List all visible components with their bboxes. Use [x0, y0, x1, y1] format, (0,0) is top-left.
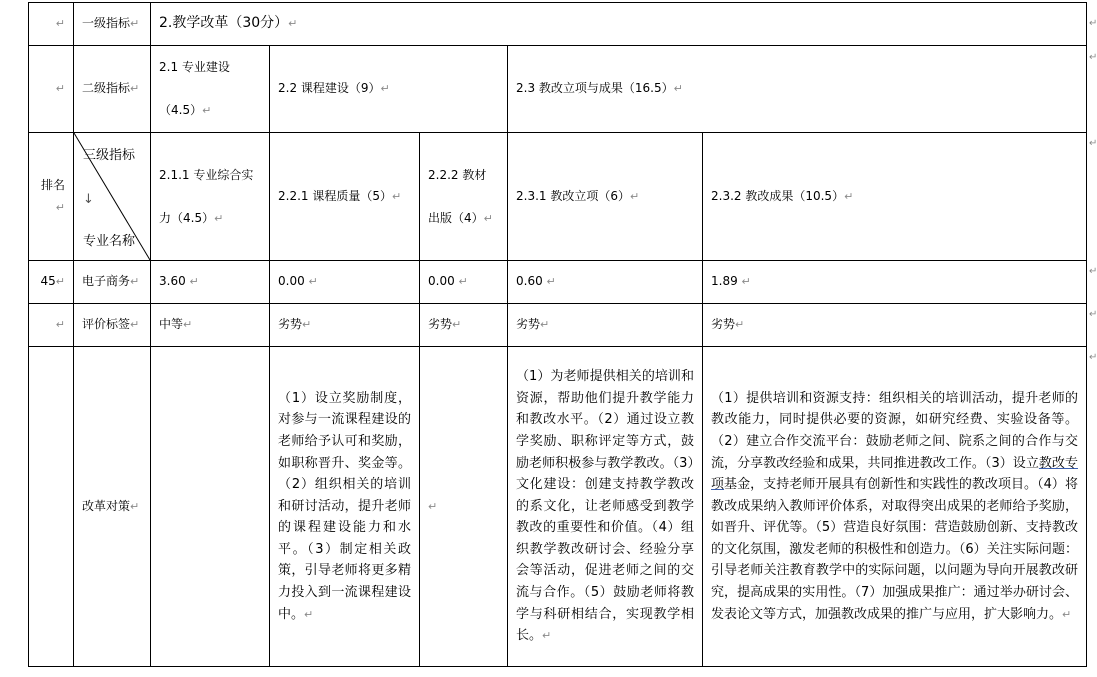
measures-text-project: （1）为老师提供相关的培训和资源，帮助他们提升教学能力和教改水平。（2）通过设立教学奖励、职称评定等方式，鼓励老师积极参与教学教改。（3）文化建设：创建支持教学教改的系文化，让老师感受到教学教改的重要性和价值。（4）组织教学教改研讨会、经验分享会等活动，促进老师之间的交流与合作。（5）鼓励老师将教学与科研相结合，实现教学相长。↵: [516, 369, 694, 644]
row-end-mark: ↵: [1089, 266, 1097, 277]
level2-specialty-line1: 2.1 专业建设: [159, 60, 230, 74]
score-cell-1: 3.60 ↵: [151, 261, 270, 304]
level3-specialty-cell: [151, 133, 270, 261]
corner-top-label: 三级指标: [83, 148, 136, 163]
level3-achievement-cell: 2.3.2 教改成果（10.5）↵: [703, 133, 1087, 261]
level2-label-cell: 二级指标↵: [74, 46, 151, 133]
level2-reform-cell: 2.3 教改立项与成果（16.5）↵: [508, 46, 1087, 133]
row-end-mark: ↵: [1089, 18, 1097, 29]
level3-textbook-line1: 2.2.2 教材: [428, 167, 487, 182]
row-level1: [29, 3, 1087, 46]
tag-cell-4: 劣势↵: [508, 304, 703, 347]
row-end-mark: ↵: [1089, 138, 1097, 149]
level3-course-quality-cell: 2.2.1 课程质量（5）↵: [270, 133, 420, 261]
measures-cell-2: [270, 347, 420, 667]
row-level2: [29, 46, 1087, 133]
level3-textbook-cell: [420, 133, 508, 261]
measures-cell-4: [508, 347, 703, 667]
score-cell-4: 0.60 ↵: [508, 261, 703, 304]
measures-text-achievement: （1）提供培训和资源支持：组织相关的培训活动，提升老师的教改能力，同时提供必要的资源，如研究经费、实验设备等。（2）建立合作交流平台：鼓励老师之间、院系之间的合作与交流，分享教改经验和成果，共同推进教改工作。（3）设立教改专项基金，支持老师开展具有创新性和实践性的教改项目。（4）将教改成果纳入教师评价体系，对取得突出成果的老师给予奖励，如晋升、评优等。（5）营造良好氛围：营造鼓励创新、支持教改的文化氛围，激发老师的积极性和创造力。（6）关注实际问题：引导老师关注教育教学中的实际问题，以问题为导向开展教改研究，提高成果的实用性。（7）加强成果推广：通过举办研讨会、发表论文等方式，加强教改成果的推广与应用，扩大影响力。↵: [711, 390, 1078, 622]
level1-value-cell: 2.教学改革（30分）↵: [151, 3, 1087, 46]
measures-cell-5: [703, 347, 1087, 667]
measures-cell-3: ↵: [420, 347, 508, 667]
score-cell-3: 0.00 ↵: [420, 261, 508, 304]
tag-cell-1: 中等↵: [151, 304, 270, 347]
tag-label-cell: 评价标签↵: [74, 304, 151, 347]
special-fund-link: 教改专项: [711, 455, 1078, 493]
tag-cell-3: 劣势↵: [420, 304, 508, 347]
score-cell-2: 0.00 ↵: [270, 261, 420, 304]
row-end-mark: ↵: [1089, 352, 1097, 363]
row-end-mark: ↵: [1089, 309, 1097, 320]
major-name-cell: 电子商务↵: [74, 261, 151, 304]
rank-cell-empty: ↵: [29, 46, 74, 133]
level1-label-cell: 一级指标↵: [74, 3, 151, 46]
level3-specialty-line2: 力（4.5）↵: [159, 210, 224, 225]
level2-specialty-cell: [151, 46, 270, 133]
rank-cell-empty: ↵: [29, 304, 74, 347]
rank-header-cell: 排名↵: [29, 133, 74, 261]
score-cell-5: 1.89 ↵: [703, 261, 1087, 304]
measures-text-course: （1）设立奖励制度，对参与一流课程建设的老师给予认可和奖励，如职称晋升、奖金等。（2）组织相关的培训和研讨活动，提升老师的课程建设能力和水平。（3）制定相关政策，引导老师将更多精力投入到一流课程建设中。↵: [278, 390, 411, 622]
tag-cell-5: 劣势↵: [703, 304, 1087, 347]
rank-value-cell: 45↵: [29, 261, 74, 304]
row-end-mark: ↵: [1089, 52, 1097, 63]
level3-specialty-line1: 2.1.1 专业综合实: [159, 167, 254, 182]
rank-cell-empty: ↵: [29, 3, 74, 46]
corner-arrow: ↓: [83, 192, 94, 207]
row-reform-measures: [29, 347, 1087, 667]
level3-project-cell: 2.3.1 教改立项（6）↵: [508, 133, 703, 261]
measures-cell-1: [151, 347, 270, 667]
level2-specialty-line2: （4.5）↵: [159, 103, 212, 117]
tag-cell-2: 劣势↵: [270, 304, 420, 347]
diagonal-header-cell: [74, 133, 151, 261]
level2-course-cell: 2.2 课程建设（9）↵: [270, 46, 508, 133]
evaluation-table: [28, 2, 1087, 667]
level3-textbook-line2: 出版（4）↵: [428, 210, 493, 225]
row-level3: [29, 133, 1087, 261]
measures-label-cell: 改革对策↵: [74, 347, 151, 667]
row-score: [29, 261, 1087, 304]
row-evaluation-tag: [29, 304, 1087, 347]
corner-bottom-label: 专业名称: [83, 234, 136, 249]
rank-cell-empty: [29, 347, 74, 667]
